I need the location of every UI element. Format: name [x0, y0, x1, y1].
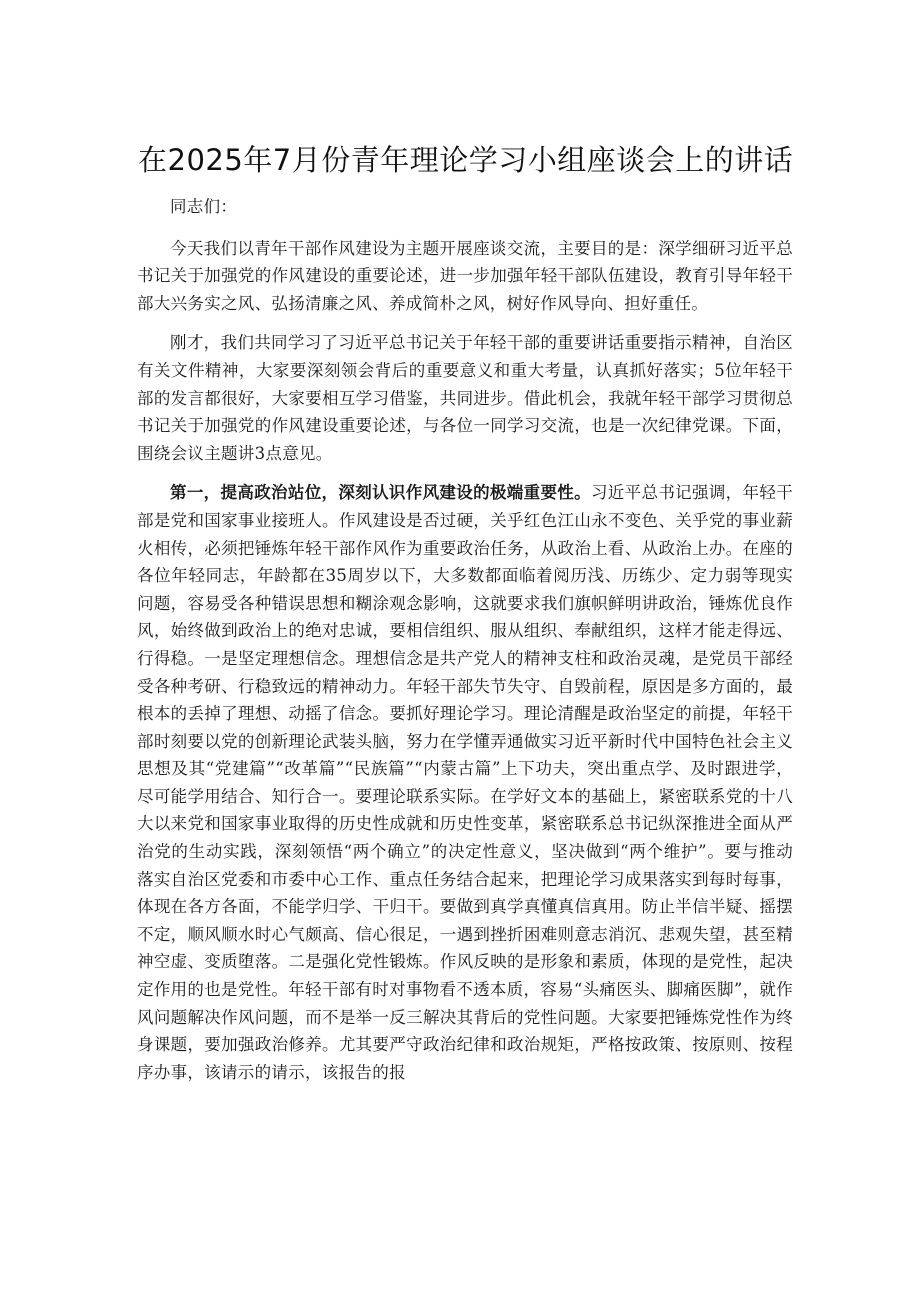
section-one-heading: 第一，提高政治站位，深刻认识作风建设的极端重要性。 [170, 483, 591, 503]
paragraph-section-one [137, 479, 793, 1086]
salutation: 同志们： [170, 197, 238, 216]
paragraph-context: 刚才，我们共同学习了习近平总书记关于年轻干部的重要讲话重要指示精神，自治区有关文件精神，大家要深刻领会背后的重要意义和重大考量，认真抓好落实；5位年轻干部的发言都很好，大家要相互学习借鉴，共同进步。借此机会，我就年轻干部学习贯彻总书记关于加强党的作风建设重要论述，与各位一同学习交流，也是一次纪律党课。下面，围绕会议主题讲3点意见。 [137, 333, 793, 463]
paragraph-intro: 今天我们以青年干部作风建设为主题开展座谈交流，主要目的是：深学细研习近平总书记关于加强党的作风建设的重要论述，进一步加强年轻干部队伍建设，教育引导年轻干部大兴务实之风、弘扬清廉之风、养成简朴之风，树好作风导向、担好重任。 [137, 238, 793, 313]
section-one-text: 习近平总书记强调，年轻干部是党和国家事业接班人。作风建设是否过硬，关乎红色江山永不变色、关乎党的事业薪火相传，必须把锤炼年轻干部作风作为重要政治任务，从政治上看、从政治上办。在座的各位年轻同志，年龄都在35周岁以下，大多数都面临着阅历浅、历练少、定力弱等现实问题，容易受各种错误思想和糊涂观念影响，这就要求我们旗帜鲜明讲政治，锤炼优良作风，始终做到政治上的绝对忠诚，要相信组织、服从组织、奉献组织，这样才能走得远、行得稳。一是坚定理想信念。理想信念是共产党人的精神支柱和政治灵魂，是党员干部经受各种考研、行稳致远的精神动力。年轻干部失节失守、自毁前程，原因是多方面的，最根本的丢掉了理想、动摇了信念。要抓好理论学习。理论清醒是政治坚定的前提，年轻干部时刻要以党的创新理论武装头脑，努力在学懂弄通做实习近平新时代中国特色社会主义思想及其“党建篇”“改革篇”“民族篇”“内蒙古篇”上下功夫，突出重点学、及时跟进学，尽可能学用结合、知行合一。要理论联系实际。在学好文本的基础上，紧密联系党的十八大以来党和国家事业取得的历史性成就和历史性变革，紧密联系总书记纵深推进全面从严治党的生动实践，深刻领悟“两个确立”的决定性意义，坚决做到“两个维护”。要与推动落实自治区党委和市委中心工作、重点任务结合起来，把理论学习成果落实到每时每事，体现在各方各面，不能学归学、干归干。要做到真学真懂真信真用。防止半信半疑、摇摆不定，顺风顺水时心气颇高、信心很足，一遇到挫折困难则意志消沉、悲观失望，甚至精神空虚、变质堕落。二是强化党性锻炼。作风反映的是形象和素质，体现的是党性，起决定作用的也是党性。年轻干部有时对事物看不透本质，容易“头痛医头、脚痛医脚”，就作风问题解决作风问题，而不是举一反三解决其背后的党性问题。大家要把锤炼党性作为终身课题，要加强政治修养。尤其要严守政治纪律和政治规矩，严格按政策、按原则、按程序办事，该请示的请示，该报告的报 [137, 483, 793, 1082]
document-title: 在2025年7月份青年理论学习小组座谈会上的讲话 [138, 143, 794, 177]
document-body [137, 193, 793, 1098]
